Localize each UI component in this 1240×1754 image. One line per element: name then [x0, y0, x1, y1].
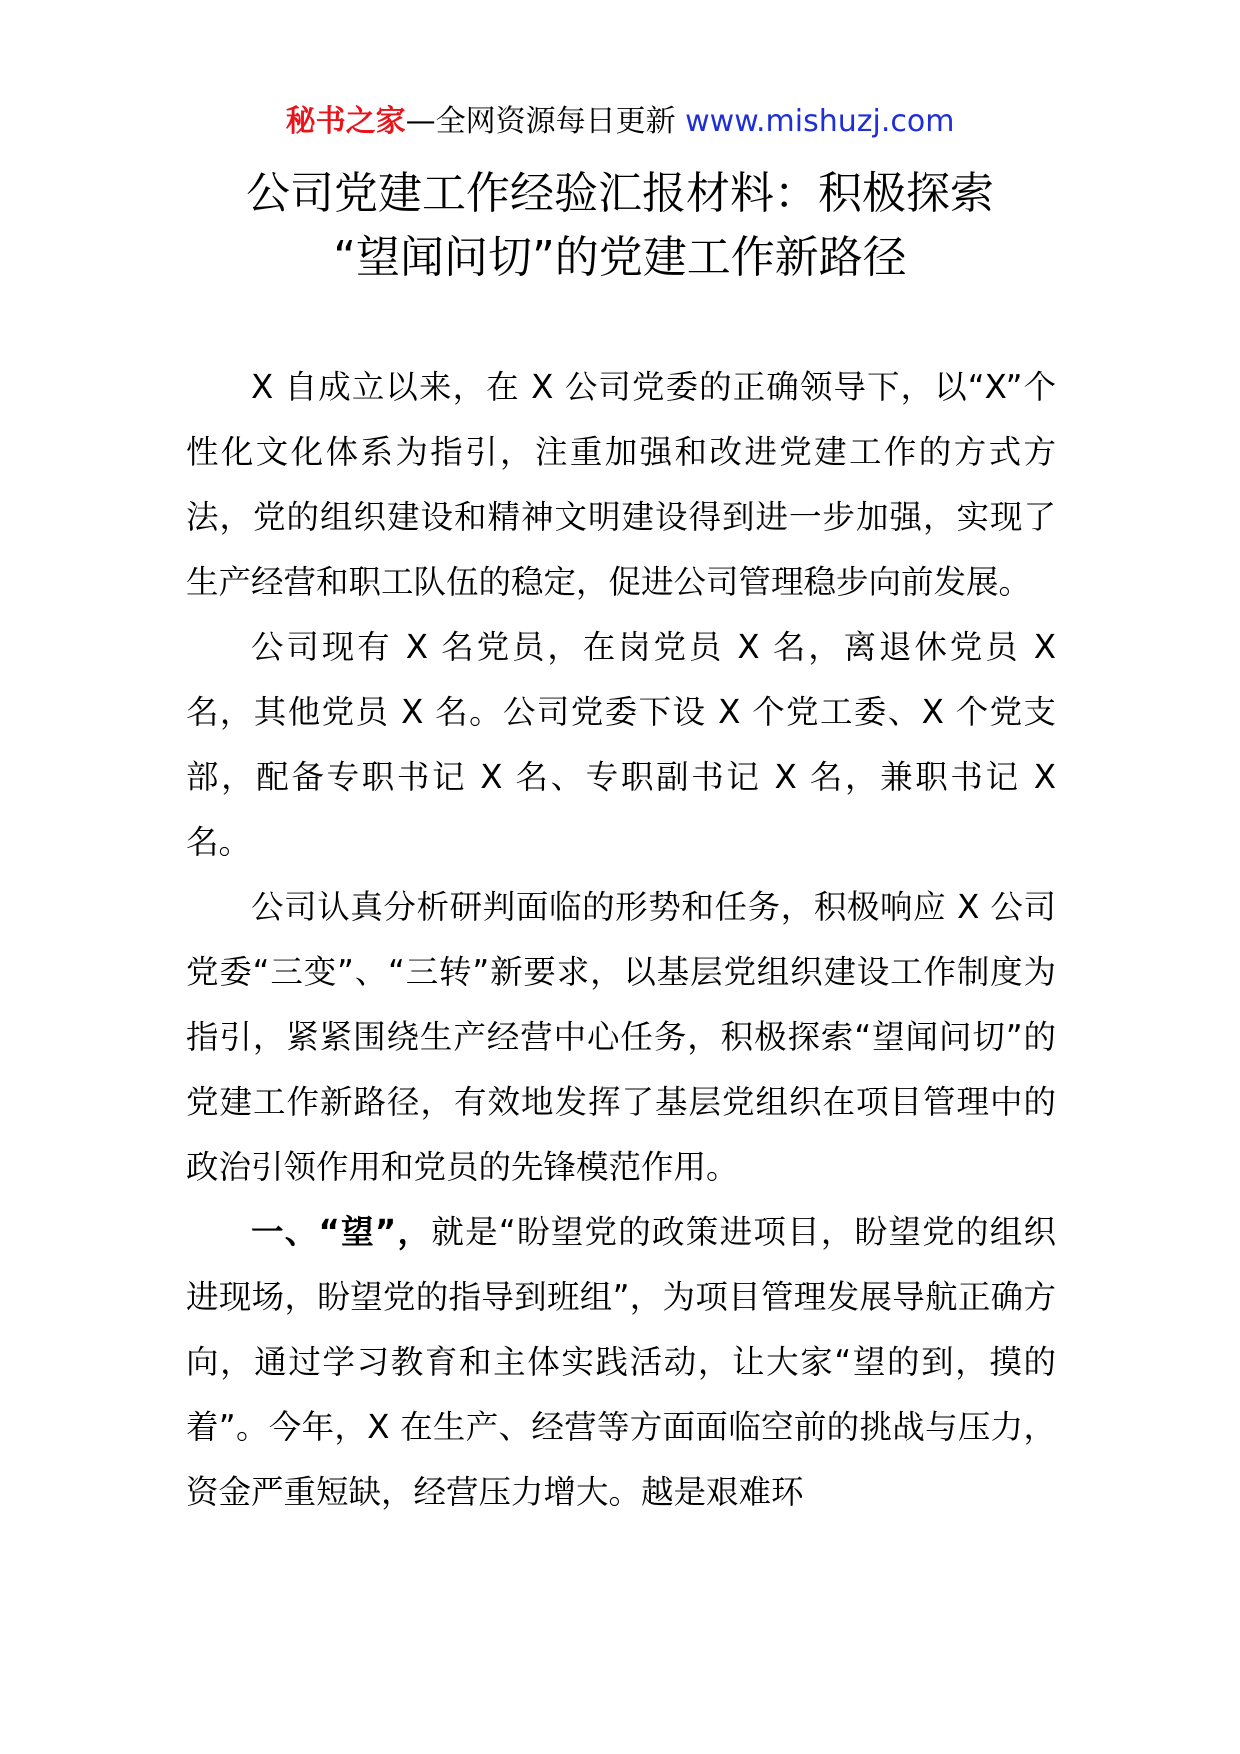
header-tagline: —全网资源每日更新 — [405, 104, 676, 139]
title-line-2: “望闻问切”的党建工作新路径 — [333, 232, 907, 283]
paragraph-members: 公司现有 X 名党员，在岗党员 X 名，离退休党员 X 名，其他党员 X 名。公司党委下设 X 个党工委、X 个党支部，配备专职书记 X 名、专职副书记 X 名，兼职书记 X 名。 — [186, 628, 1056, 861]
document-title — [0, 162, 1240, 290]
site-url[interactable]: www.mishuzj.com — [685, 104, 955, 139]
section-1-paragraph — [186, 1200, 1056, 1525]
paragraph-intro: X 自成立以来，在 X 公司党委的正确领导下，以“X”个性化文化体系为指引，注重加强和改进党建工作的方式方法，党的组织建设和精神文明建设得到进一步加强，实现了生产经营和职工队伍的稳定，促进公司管理稳步向前发展。 — [186, 368, 1056, 601]
section-1-text: 就是“盼望党的政策进项目，盼望党的组织进现场，盼望党的指导到班组”，为项目管理发展导航正确方向，通过学习教育和主体实践活动，让大家“望的到，摸的着”。今年，X 在生产、经营等方面面临空前的挑战与压力，资金严重短缺，经营压力增大。越是艰难环 — [186, 1213, 1056, 1511]
brand-name: 秘书之家 — [285, 104, 406, 139]
title-line-1: 公司党建工作经验汇报材料：积极探索 — [246, 168, 994, 219]
site-header — [0, 100, 1240, 144]
section-1-heading: 一、“望”， — [251, 1213, 432, 1251]
document-body — [186, 355, 1056, 1525]
paragraph-approach: 公司认真分析研判面临的形势和任务，积极响应 X 公司党委“三变”、“三转”新要求，以基层党组织建设工作制度为指引，紧紧围绕生产经营中心任务，积极探索“望闻问切”的党建工作新路径，有效地发挥了基层党组织在项目管理中的政治引领作用和党员的先锋模范作用。 — [186, 888, 1056, 1186]
